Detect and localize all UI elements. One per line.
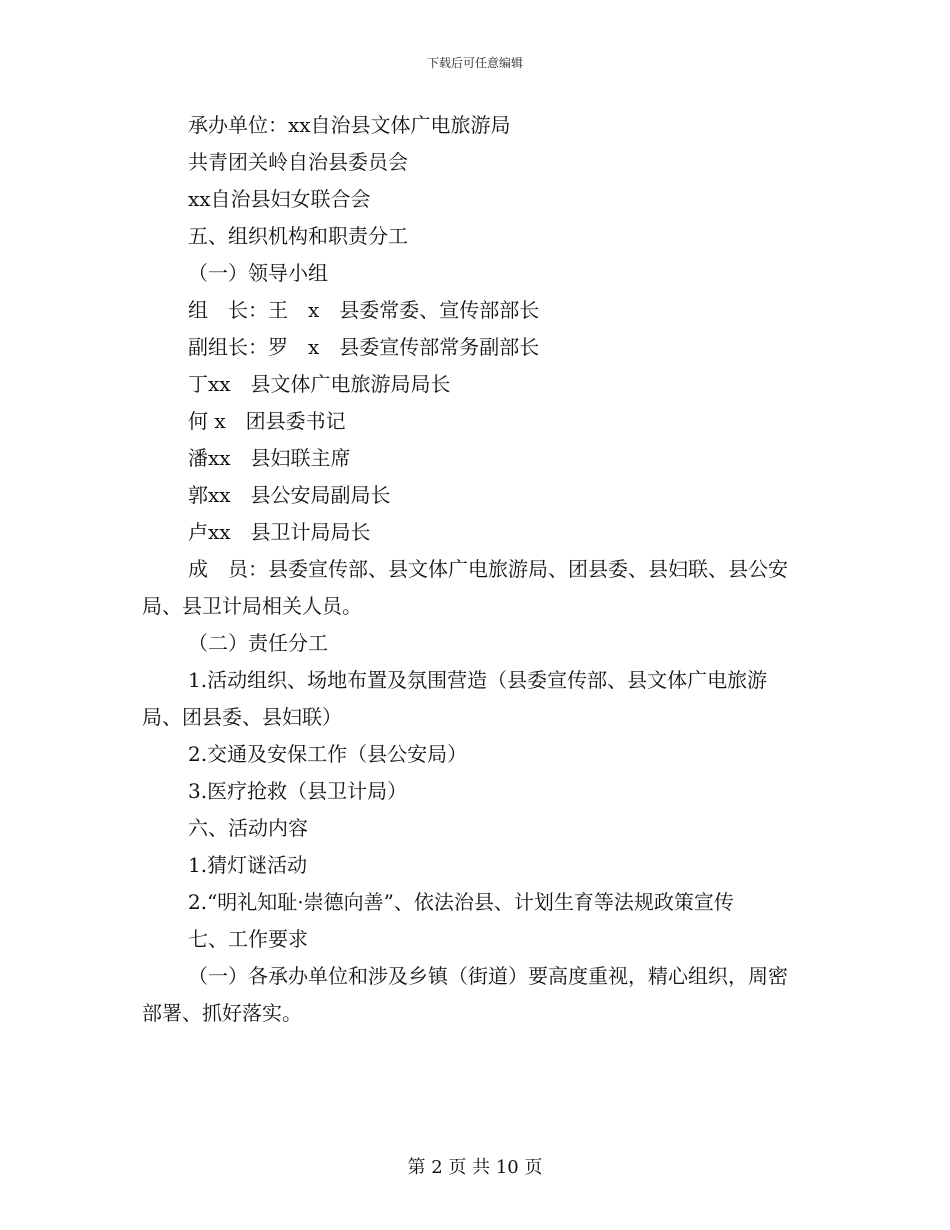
paragraph: 2.交通及安保工作（县公安局） — [188, 742, 468, 766]
paragraph: 组 长：王 x 县委常委、宣传部部长 — [188, 298, 540, 322]
section-heading: 七、工作要求 — [188, 927, 308, 951]
paragraph: 2.“明礼知耻·崇德向善”、依法治县、计划生育等法规政策宣传 — [188, 890, 734, 914]
subsection-heading: （一）领导小组 — [188, 261, 328, 285]
paragraph: 何 x 团县委书记 — [188, 409, 346, 433]
paragraph: 1.猜灯谜活动 — [188, 853, 308, 877]
paragraph: 卢xx 县卫计局局长 — [188, 520, 371, 544]
paragraph: 副组长：罗 x 县委宣传部常务副部长 — [188, 335, 540, 359]
paragraph: 共青团关岭自治县委员会 — [188, 150, 408, 174]
paragraph: 成 员：县委宣传部、县文体广电旅游局、团县委、县妇联、县公安局、县卫计局相关人员。 — [142, 557, 788, 618]
paragraph: 郭xx 县公安局副局长 — [188, 483, 391, 507]
paragraph: （一）各承办单位和涉及乡镇（街道）要高度重视，精心组织，周密部署、抓好落实。 — [142, 964, 788, 1025]
paragraph: 丁xx 县文体广电旅游局局长 — [188, 372, 451, 396]
paragraph: 潘xx 县妇联主席 — [188, 446, 351, 470]
paragraph: 承办单位：xx自治县文体广电旅游局 — [188, 113, 511, 137]
paragraph: xx自治县妇女联合会 — [188, 187, 371, 211]
section-heading: 五、组织机构和职责分工 — [188, 224, 408, 248]
page-header: 下载后可任意编辑 — [426, 56, 523, 70]
subsection-heading: （二）责任分工 — [188, 631, 328, 655]
paragraph: 3.医疗抢救（县卫计局） — [188, 779, 408, 803]
page-number: 第 2 页 共 10 页 — [407, 1157, 543, 1178]
document-body — [142, 107, 802, 1032]
paragraph: 1.活动组织、场地布置及氛围营造（县委宣传部、县文体广电旅游局、团县委、县妇联） — [142, 668, 768, 729]
section-heading: 六、活动内容 — [188, 816, 308, 840]
